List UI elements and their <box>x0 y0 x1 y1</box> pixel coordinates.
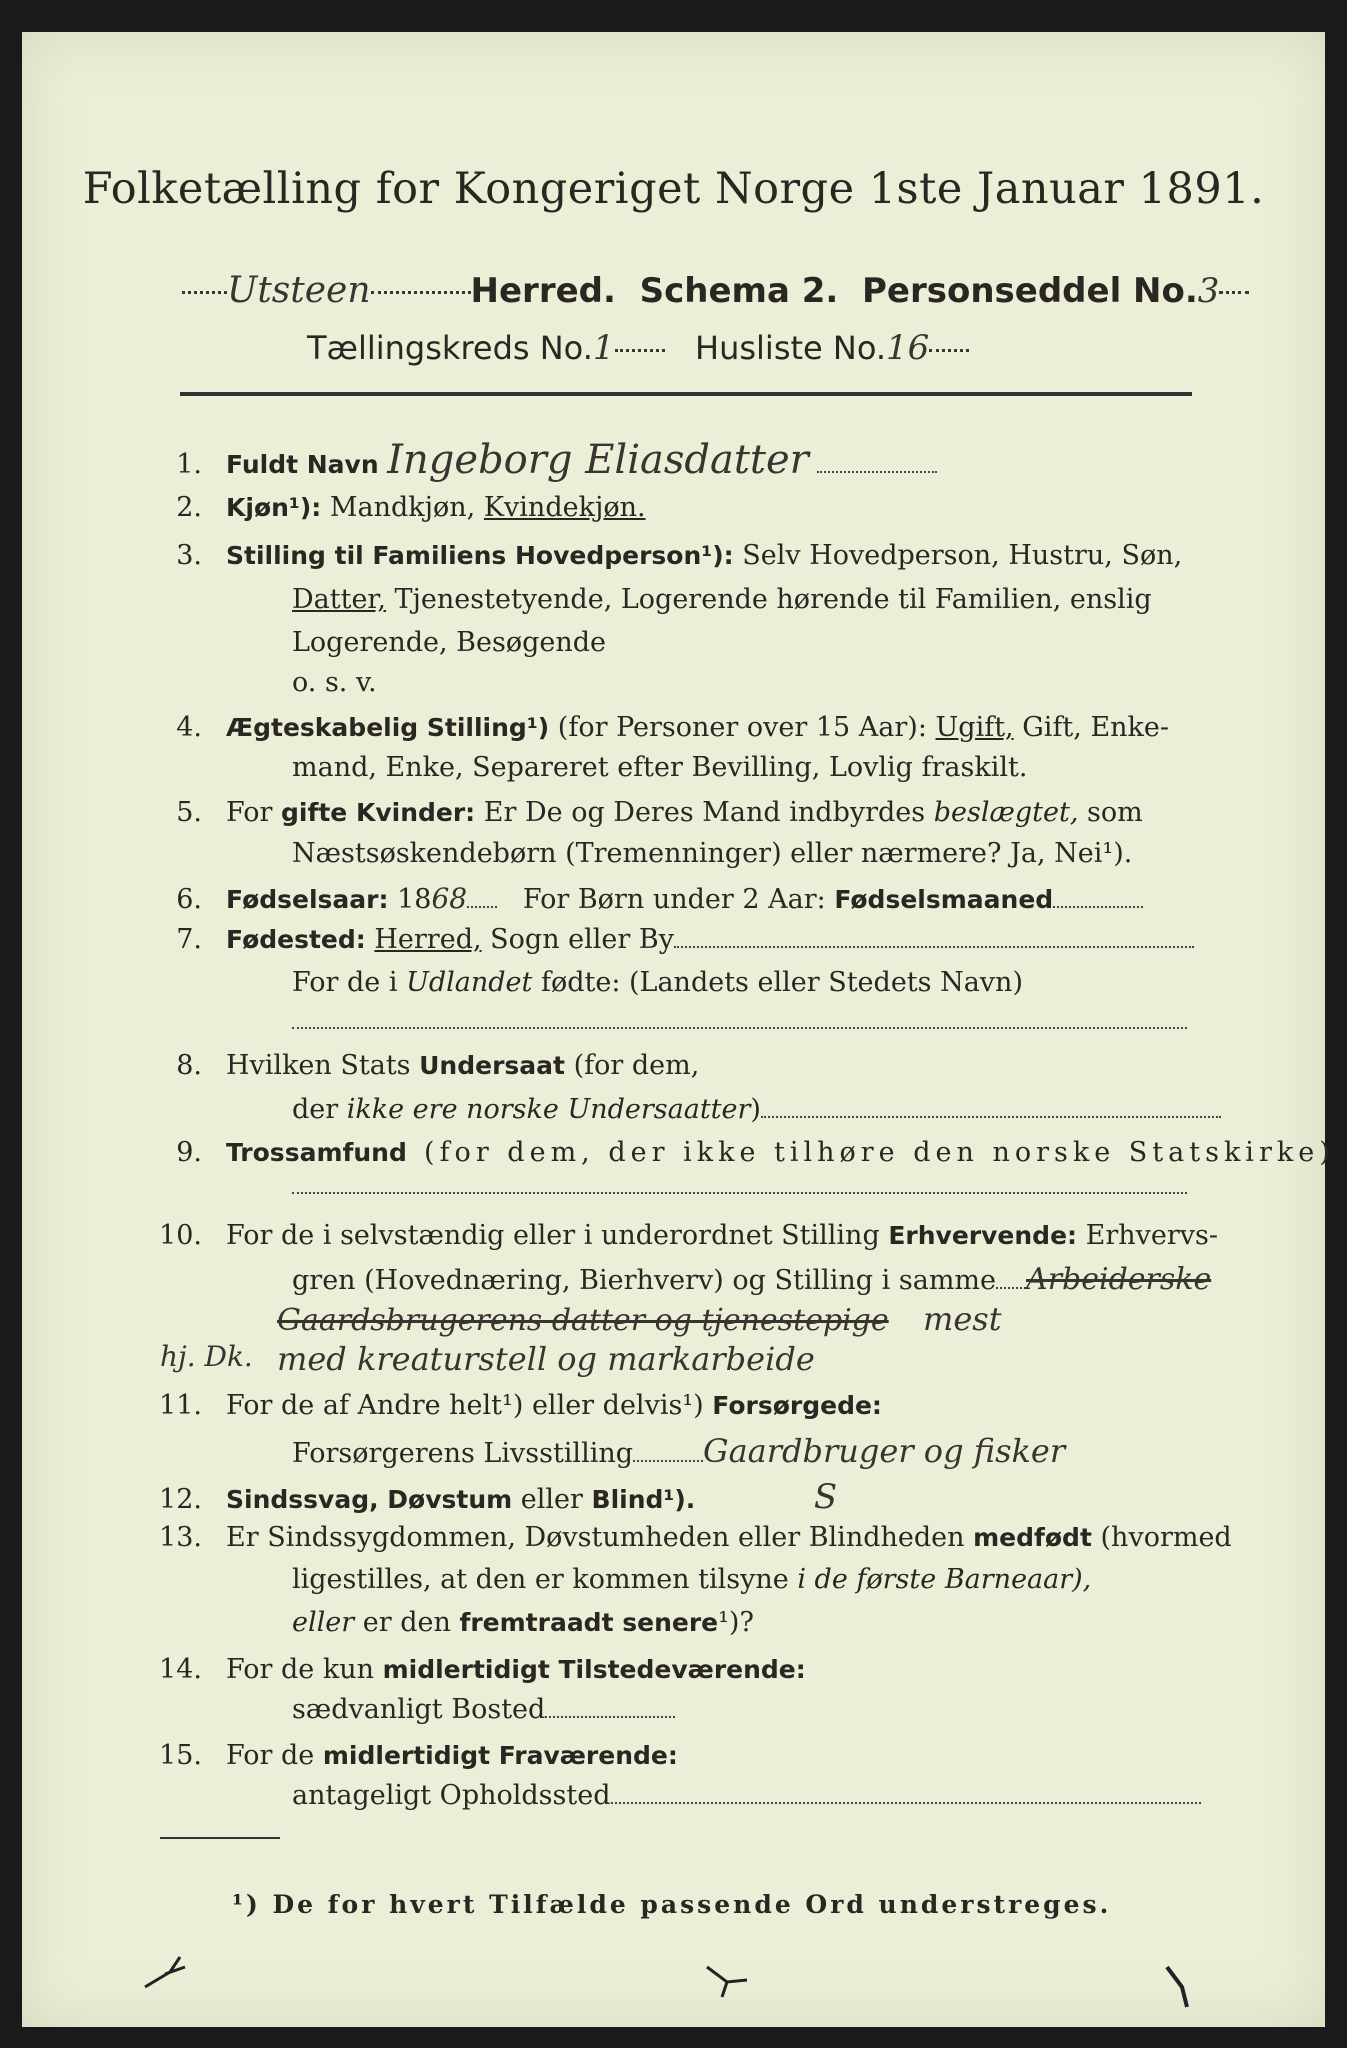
question-8: 8. Hvilken Stats Undersaat (for dem, <box>176 1050 700 1081</box>
q7-selected-option: Herred, <box>374 924 482 955</box>
question-10: 10. For de i selvstændig eller i underordnet Stilling Erhvervende: Erhvervs- <box>159 1220 1219 1251</box>
q12-mark-handwritten: S <box>813 1477 838 1517</box>
header-rule <box>180 392 1192 396</box>
herred-line <box>182 270 1249 311</box>
schema-label: Schema 2. <box>639 271 839 311</box>
question-7: 7. Fødested: Herred, Sogn eller By <box>152 924 1194 955</box>
form-title: Folketælling for Kongeriget Norge 1ste Januar 1891. <box>82 164 1265 214</box>
question-9: 9. Trossamfund (for dem, der ikke tilhøre den norske Statskirke) <box>176 1137 1335 1168</box>
kreds-number: 1 <box>592 328 615 368</box>
q3-selected-option: Datter, <box>292 584 386 615</box>
question-14: 14. For de kun midlertidigt Tilstedeværende: <box>159 1654 806 1685</box>
corner-mark-left <box>140 1952 200 1992</box>
footnote-rule <box>160 1837 280 1839</box>
q1-name-handwritten: Ingeborg Eliasdatter <box>387 437 809 483</box>
question-13: 13. Er Sindssygdommen, Døvstumheden eller Blindheden medfødt (hvormed <box>159 1522 1232 1553</box>
q1-label: Fuldt Navn <box>226 450 379 479</box>
q10-struck-text: Arbeiderske <box>1026 1262 1212 1297</box>
corner-mark-center <box>702 1962 762 2002</box>
footnote: ¹) De for hvert Tilfælde passende Ord understreges. <box>232 1890 1112 1919</box>
question-15: 15. For de midlertidigt Fraværende: <box>159 1740 678 1771</box>
q11-provider-handwritten: Gaardbruger og fisker <box>703 1432 1066 1470</box>
question-11: 11. For de af Andre helt¹) eller delvis¹) Forsørgede: <box>159 1390 882 1421</box>
question-12: 12. Sindssvag, Døvstum eller Blind¹). S <box>159 1477 838 1517</box>
q2-selected-option: Kvindekjøn. <box>483 492 646 523</box>
q6-year-handwritten: 68 <box>431 882 468 915</box>
kreds-line <box>307 328 969 368</box>
kreds-label: Tællingskreds No. <box>307 329 593 367</box>
question-5: 5. For gifte Kvinder: Er De og Deres Mand indbyrdes beslægtet, som <box>176 797 1143 828</box>
personseddel-label: Personseddel No. <box>861 271 1198 311</box>
husliste-label: Husliste No. <box>695 329 887 367</box>
question-1: 1. Fuldt Navn Ingeborg Eliasdatter <box>152 437 937 483</box>
q10-struck-line: Gaardsbrugerens datter og tjenestepige <box>277 1303 889 1338</box>
question-3: 3. Stilling til Familiens Hovedperson¹): Selv Hovedperson, Hustru, Søn, <box>176 540 1183 571</box>
question-2: 2. Kjøn¹): Mandkjøn, Kvindekjøn. <box>176 492 646 523</box>
q10-margin-note: hj. Dk. <box>160 1340 253 1373</box>
personseddel-number: 3 <box>1197 271 1220 311</box>
herred-name-handwritten: Utsteen <box>227 270 371 311</box>
husliste-number: 16 <box>886 328 930 368</box>
corner-mark-right <box>1162 1962 1202 2012</box>
q4-selected-option: Ugift, <box>935 712 1014 743</box>
q10-occupation-handwritten: med kreaturstell og markarbeide <box>277 1340 815 1378</box>
question-4: 4. Ægteskabelig Stilling¹) (for Personer over 15 Aar): Ugift, Gift, Enke- <box>176 712 1170 743</box>
herred-label: Herred. <box>470 271 616 311</box>
question-6: 6. Fødselsaar: 1868 For Børn under 2 Aar: Fødselsmaaned <box>152 882 1143 915</box>
census-form-page: Folketælling for Kongeriget Norge 1ste Januar 1891. Utsteen Herred. Schema 2. Personseddel No.3 Tællingskreds No.1 Husliste No.16 1. Fuldt Navn Ingeborg Eliasdatter 2. Kjøn¹): Mandkjøn, Kvindekjøn. 3. Stilling til Familiens Hovedperson¹): Selv Hovedperson, Hustru, Søn, Datter, Tjenestetyende, Logerende hørende til Familien, enslig Logerende, Besøgende o. s. v. 4. Ægteskabelig Stilling¹) (for Personer over 15 Aar): Ugift, Gift, Enke- mand, Enke, Separeret efter Bevilling, Lovlig fraskilt. 5. For gifte Kvinder: Er De og Deres Mand indbyrdes beslægtet, som Næstsøskendebørn (Tremenninger) eller nærmere? Ja, Nei¹). 6. Fødselsaar: 1868 For Børn under 2 Aar: Fødselsmaaned 7. Fødested: Herred, Sogn eller By For de i Udlandet fødte: (Landets eller Stedets Navn) 8. Hvilken Stats Undersaat (for dem, der ikke ere norske Undersaatter) 9. Trossamfund (for dem, der ikke tilhøre den norske Statskirke) 10. For de i selvstændig eller i underordnet Stilling Erhvervende: Erhvervs- gren (Hovednæring, Bierhverv) og Stilling i samme Arbeiderske Gaardsbrugerens datter og tjenestepige mest hj. Dk. med kreaturstell og markarbeide 11. For de af Andre helt¹) eller delvis¹) Forsørgede: Forsørgerens Livsstilling Gaardbruger og fisker 12. Sindssvag, Døvstum eller Blind¹). S 13. Er Sindssygdommen, Døvstumheden eller Blindheden medfødt (hvormed ligestilles, at den er kommen tilsyne i de første Barneaar), eller er den fremtraadt senere¹)? 14. For de kun midlertidigt Tilstedeværende: sædvanligt Bosted 15. For de midlertidigt Fraværende: antageligt Opholdssted ¹) De for hvert Tilfælde passende Ord understreges. <box>22 32 1325 2027</box>
